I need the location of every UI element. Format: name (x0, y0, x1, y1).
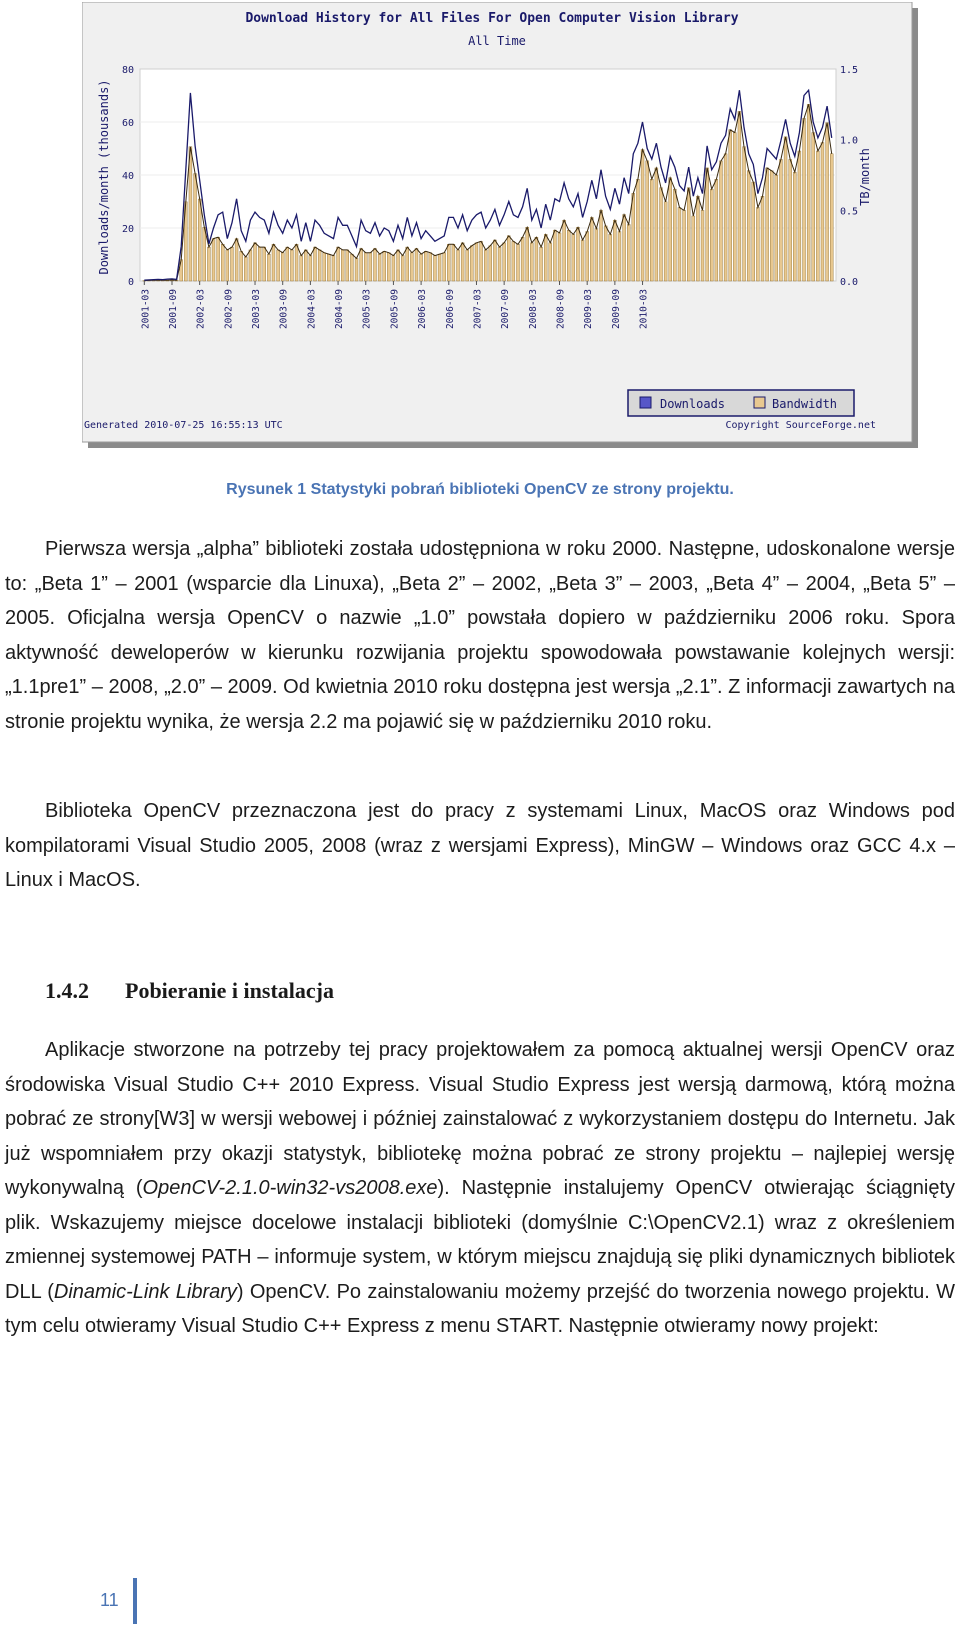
bandwidth-bar (378, 254, 381, 281)
bandwidth-bar (290, 250, 293, 281)
paragraph-installation-text-a: Aplikacje stworzone na potrzeby tej pracy projektowałem za pomocą aktualnej wersji OpenCV oraz środowiska Visual Studio C++ 2010 Express. Visual Studio Express jest wersją darmową, którą można pobrać ze strony[W3] w wersji webowej i później zainstalować z wykorzystaniem dostępu do Internetu. Jak już wspomniałem przy okazji statystyk, bibliotekę można pobrać ze strony projektu – najlepiej wersję wykonywalną ( (5, 1039, 955, 1199)
bandwidth-bar (761, 196, 764, 281)
bandwidth-bar (226, 250, 229, 281)
bandwidth-bar (410, 253, 413, 281)
chart-footer-generated: Generated 2010-07-25 16:55:13 UTC (84, 420, 283, 431)
bandwidth-bar (623, 215, 626, 281)
x-tick-label: 2007-09 (500, 289, 512, 330)
bandwidth-bar (498, 247, 501, 281)
bandwidth-bar (447, 244, 450, 281)
bandwidth-bar (830, 154, 833, 281)
bandwidth-bar (595, 229, 598, 281)
x-tick-label: 2003-03 (251, 289, 262, 330)
bandwidth-bar (636, 179, 639, 281)
bandwidth-bar (309, 256, 312, 281)
y2-tick-label: 0.5 (840, 206, 859, 218)
paragraph-installation-text-c: ) OpenCV. Po zainstalowaniu możemy przejść do tworzenia nowego projektu. W tym celu otwieramy Visual Studio C++ Express z menu START. Następnie otwieramy nowy projekt: (5, 1280, 955, 1337)
bandwidth-bar (821, 142, 824, 281)
bandwidth-bar (826, 123, 829, 281)
bandwidth-bar (489, 246, 492, 281)
bandwidth-bar (194, 174, 197, 281)
bandwidth-bar (655, 168, 658, 281)
bandwidth-bar (249, 250, 252, 281)
bandwidth-bar (701, 210, 704, 281)
bandwidth-bar (244, 257, 247, 281)
bandwidth-bar (729, 130, 732, 281)
x-tick-label: 2006-09 (444, 289, 456, 330)
y2-axis-label: TB/month (858, 148, 872, 206)
bandwidth-bar (240, 251, 243, 281)
bandwidth-bar (420, 254, 423, 281)
bandwidth-bar (484, 250, 487, 281)
bandwidth-bar (784, 137, 787, 281)
dll-term: Dinamic-Link Library (53, 1280, 237, 1303)
bandwidth-bar (493, 240, 496, 281)
x-tick-label: 2010-03 (638, 289, 650, 330)
bandwidth-bar (346, 250, 349, 281)
bandwidth-bar (706, 168, 709, 281)
bandwidth-bar (507, 236, 510, 281)
bandwidth-bar (683, 210, 686, 281)
bandwidth-bar (401, 256, 404, 281)
bandwidth-bar (600, 210, 603, 281)
bandwidth-bar (341, 250, 344, 281)
bandwidth-bar (710, 189, 713, 281)
paragraph-versions-text: Pierwsza wersja „alpha” biblioteki została udostępniona w roku 2000. Następne, udoskonalone wersje to: „Beta 1” – 2001 (wsparcie dla Linuxa), „Beta 2” – 2002, „Beta 3” – 2003, „Beta 4” – 2004, „Beta 5” – 2005. Oficjalna wersja OpenCV o nazwie „1.0” powstała dopiero w październiku 2006 roku. Spora aktywność deweloperów w kierunku rozwijania projektu spowodowała powstawanie kolejnych wersji: „1.1pre1” – 2008, „2.0” – 2009. Od kwietnia 2010 roku dostępna jest wersja „2.1”. Z informacji zawartych na stronie projektu wynika, że wersja 2.2 ma pojawić się w październiku 2010 roku. (5, 538, 955, 733)
paragraph-versions (5, 532, 955, 739)
bandwidth-bar (558, 233, 561, 281)
bandwidth-bar (397, 250, 400, 281)
bandwidth-bar (738, 111, 741, 281)
x-tick-label: 2002-09 (223, 289, 235, 330)
y-tick-label: 0 (127, 277, 134, 288)
y-tick-label: 60 (121, 118, 134, 129)
section-title: Pobieranie i instalacja (125, 978, 334, 1003)
download-history-chart (82, 2, 920, 450)
bandwidth-bar (406, 247, 409, 281)
bandwidth-bar (415, 248, 418, 281)
y-tick-label: 20 (121, 224, 134, 235)
bandwidth-bar (530, 243, 533, 281)
bandwidth-bar (217, 237, 220, 281)
installer-filename: OpenCV-2.1.0-win32-vs2008.exe (142, 1177, 438, 1199)
bandwidth-bar (304, 250, 307, 281)
bandwidth-bar (553, 230, 556, 281)
bandwidth-bar (350, 254, 353, 281)
bandwidth-bar (230, 247, 233, 281)
bandwidth-bar (770, 171, 773, 281)
bandwidth-bar (632, 193, 635, 281)
bandwidth-bar (544, 234, 547, 281)
bandwidth-bar (816, 151, 819, 281)
bandwidth-bar (807, 104, 810, 281)
bandwidth-bar (235, 239, 238, 281)
bandwidth-bar (387, 253, 390, 281)
bandwidth-bar (586, 232, 589, 281)
bandwidth-bar (789, 159, 792, 281)
bandwidth-bar (318, 250, 321, 281)
bandwidth-bar (443, 253, 446, 281)
bandwidth-bar (673, 189, 676, 281)
bandwidth-bar (277, 250, 280, 281)
bandwidth-bar (526, 227, 529, 281)
y2-tick-label: 1.5 (840, 65, 859, 76)
bandwidth-bar (678, 208, 681, 281)
bandwidth-bar (747, 171, 750, 281)
bandwidth-bar (798, 151, 801, 281)
chart-subtitle: All Time (468, 34, 526, 48)
bandwidth-bar (650, 179, 653, 281)
bandwidth-bar (756, 208, 759, 281)
chart-svg (82, 2, 920, 450)
bandwidth-bar (576, 227, 579, 281)
bandwidth-bar (660, 188, 663, 281)
bandwidth-bar (360, 248, 363, 281)
bandwidth-bar (517, 244, 520, 281)
bandwidth-bar (466, 250, 469, 281)
bandwidth-bar (221, 244, 224, 281)
bandwidth-bar (337, 247, 340, 281)
bandwidth-bar (189, 147, 192, 281)
bandwidth-bar (715, 179, 718, 281)
bandwidth-bar (581, 240, 584, 281)
bandwidth-bar (480, 241, 483, 281)
bandwidth-bar (752, 182, 755, 281)
bandwidth-bar (696, 196, 699, 281)
bandwidth-bar (743, 147, 746, 281)
bandwidth-bar (457, 250, 460, 281)
bandwidth-bar (198, 199, 201, 281)
x-tick-label: 2001-09 (168, 289, 179, 330)
x-tick-label: 2004-09 (334, 289, 346, 330)
bandwidth-bar (540, 247, 543, 281)
bandwidth-bar (687, 188, 690, 281)
bandwidth-bar (207, 247, 210, 281)
bandwidth-bar (613, 220, 616, 281)
bandwidth-bar (475, 243, 478, 281)
bandwidth-bar (572, 234, 575, 281)
page-number: 11 (100, 1590, 119, 1610)
y-tick-label: 40 (121, 171, 134, 182)
bandwidth-bar (627, 224, 630, 281)
section-heading (45, 978, 334, 1004)
bandwidth-bar (521, 237, 524, 281)
paragraph-platforms (5, 794, 955, 898)
bandwidth-bar (461, 243, 464, 281)
legend-swatch-bandwidth (754, 397, 765, 408)
bandwidth-bar (323, 253, 326, 281)
bandwidth-bar (300, 256, 303, 281)
bandwidth-bar (295, 244, 298, 281)
bandwidth-bar (373, 248, 376, 281)
bandwidth-bar (646, 161, 649, 281)
bandwidth-bar (590, 217, 593, 281)
bandwidth-bar (512, 241, 515, 281)
bandwidth-bar (258, 247, 261, 281)
x-tick-label: 2003-09 (278, 289, 290, 330)
bandwidth-bar (254, 243, 257, 281)
x-tick-label: 2005-09 (389, 289, 401, 330)
bandwidth-bar (392, 256, 395, 281)
bandwidth-bar (452, 244, 455, 281)
bandwidth-bar (429, 253, 432, 281)
legend-swatch-downloads (640, 397, 651, 408)
paragraph-installation-text-b: ). Następnie instalujemy OpenCV otwierając ściągnięty plik. Wskazujemy miejsce docelowe instalacji biblioteki (domyślnie C:\OpenCV2.1) wraz z określeniem zmiennej systemowej PATH – informuje system, w którym miejscu znajdują się pliki dynamicznych bibliotek DLL ( (5, 1177, 955, 1303)
figure-caption: Rysunek 1 Statystyki pobrań biblioteki OpenCV ze strony projektu. (226, 481, 734, 498)
bandwidth-bar (272, 244, 275, 281)
bandwidth-bar (433, 256, 436, 281)
bandwidth-bar (203, 227, 206, 281)
bandwidth-bar (535, 237, 538, 281)
bandwidth-bar (424, 251, 427, 281)
page-number-bar (133, 1578, 137, 1624)
x-tick-label: 2008-03 (527, 289, 539, 330)
bandwidth-bar (692, 216, 695, 281)
legend-label-downloads: Downloads (660, 397, 726, 411)
bandwidth-bar (549, 243, 552, 281)
x-tick-label: 2002-03 (195, 289, 207, 330)
bandwidth-bar (812, 133, 815, 281)
bandwidth-bar (793, 172, 796, 281)
bandwidth-bar (719, 161, 722, 281)
bandwidth-bar (609, 234, 612, 281)
bandwidth-bar (503, 243, 506, 281)
bandwidth-bar (332, 256, 335, 281)
bandwidth-bar (364, 253, 367, 281)
x-tick-label: 2001-03 (140, 289, 152, 330)
bandwidth-bar (733, 133, 736, 281)
bandwidth-bar (355, 258, 358, 281)
bandwidth-bar (724, 154, 727, 281)
section-number: 1.4.2 (45, 978, 89, 1003)
bandwidth-bar (263, 247, 266, 281)
y-tick-label: 80 (121, 65, 134, 76)
bandwidth-bar (314, 247, 317, 281)
bandwidth-bar (664, 202, 667, 281)
chart-footer-copyright: Copyright SourceForge.net (725, 420, 876, 431)
bandwidth-bar (383, 251, 386, 281)
paragraph-platforms-text: Biblioteka OpenCV przeznaczona jest do pracy z systemami Linux, MacOS oraz Windows pod kompilatorami Visual Studio 2005, 2008 (wraz z wersjami Express), MinGW – Windows oraz GCC 4.x – Linux i MacOS. (5, 800, 955, 891)
x-tick-label: 2004-03 (306, 289, 318, 330)
y-axis-label: Downloads/month (thousands) (97, 79, 111, 275)
paragraph-installation (5, 1033, 955, 1344)
bandwidth-bar (438, 254, 441, 281)
bandwidth-bar (604, 226, 607, 281)
bandwidth-bar (563, 220, 566, 281)
bandwidth-bar (779, 159, 782, 281)
bandwidth-bar (212, 239, 215, 281)
bandwidth-bar (267, 254, 270, 281)
bandwidth-bar (369, 253, 372, 281)
bandwidth-bar (766, 168, 769, 281)
bandwidth-bar (567, 230, 570, 281)
chart-title: Download History for All Files For Open Computer Vision Library (245, 11, 739, 26)
x-tick-label: 2005-03 (361, 289, 373, 330)
x-tick-label: 2007-03 (472, 289, 484, 330)
x-tick-label: 2006-03 (417, 289, 429, 330)
bandwidth-bar (669, 178, 672, 281)
bandwidth-bar (470, 246, 473, 281)
bandwidth-bar (327, 254, 330, 281)
legend (628, 390, 854, 416)
bandwidth-bar (775, 175, 778, 281)
bandwidth-bar (281, 253, 284, 281)
bandwidth-bar (803, 118, 806, 281)
x-tick-label: 2009-09 (610, 289, 622, 330)
y2-tick-label: 1.0 (840, 135, 859, 147)
bandwidth-bar (286, 247, 289, 281)
x-tick-label: 2008-09 (555, 289, 567, 330)
legend-label-bandwidth: Bandwidth (772, 397, 838, 411)
bandwidth-bar (641, 150, 644, 281)
y2-tick-label: 0.0 (840, 277, 859, 288)
bandwidth-bar (618, 232, 621, 281)
x-tick-label: 2009-03 (583, 289, 595, 330)
